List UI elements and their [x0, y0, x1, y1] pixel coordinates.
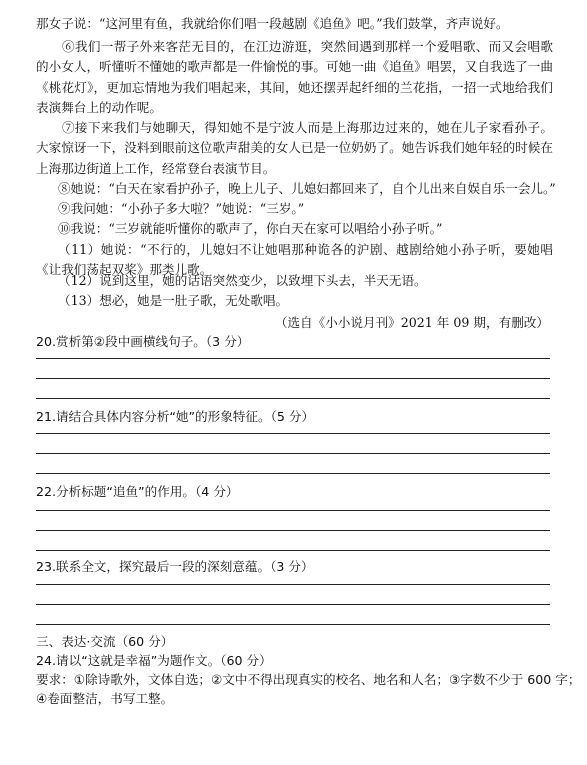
- answer-line[interactable]: [36, 510, 550, 511]
- story-paragraph-6: ⑥我们一帮子外来客茫无目的，在江边游逛，突然间遇到那样一个爱唱歌、而又会唱歌的小女人，听懂听不懂她的歌声都是一件愉悦的事。可她一曲《追鱼》唱罢，又自我选了一曲《桃花灯》，更加忘情地为我们唱起来，其间，她还摆弄起纤细的兰花指，一招一式地给我们表演舞台上的动作呢。: [36, 39, 553, 116]
- story-source: （选自《小小说月刊》2021 年 09 期，有删改）: [274, 315, 549, 330]
- question-24: 24.请以“这就是幸福”为题作文。（60 分）: [36, 653, 272, 668]
- answer-line[interactable]: [36, 398, 550, 399]
- question-21: 21.请结合具体内容分析“她”的形象特征。（5 分）: [36, 409, 315, 424]
- answer-line[interactable]: [36, 378, 550, 379]
- answer-line[interactable]: [36, 530, 550, 531]
- answer-line[interactable]: [36, 584, 550, 585]
- answer-line[interactable]: [36, 358, 550, 359]
- answer-line[interactable]: [36, 550, 550, 551]
- story-paragraph-8: ⑧她说：“白天在家看护孙子，晚上儿子、儿媳妇都回来了，自个儿出来自娱自乐一会儿。”: [58, 181, 556, 196]
- answer-line[interactable]: [36, 624, 550, 625]
- answer-line[interactable]: [36, 453, 550, 454]
- story-paragraph-10: ⑩我说：“三岁就能听懂你的歌声了，你白天在家可以唱给小孙子听。”: [58, 221, 443, 236]
- answer-line[interactable]: [36, 604, 550, 605]
- story-paragraph-11: （11）她说：“不行的，儿媳妇不让她唱那种诡各的沪剧、越剧给她小孙子听，要她唱《让我们荡起双桨》那类儿歌。: [36, 242, 553, 278]
- story-paragraph-intro: 那女子说：“这河里有鱼，我就给你们唱一段越剧《追鱼》吧。”我们鼓掌，齐声说好。: [36, 16, 509, 31]
- section-3-heading: 三、表达·交流（60 分）: [36, 634, 174, 649]
- question-23: 23.联系全文，探究最后一段的深刻意蕴。（3 分）: [36, 559, 314, 574]
- answer-line[interactable]: [36, 433, 550, 434]
- question-20: 20.赏析第②段中画横线句子。（3 分）: [36, 334, 250, 349]
- story-paragraph-9: ⑨我问她：“小孙子多大啦？”她说：“三岁。”: [58, 201, 305, 216]
- question-22: 22.分析标题“追鱼”的作用。（4 分）: [36, 484, 239, 499]
- essay-requirements: 要求：①除诗歌外，文体自选；②文中不得出现真实的校名、地名和人名；③字数不少于 600 字；: [36, 672, 581, 687]
- story-paragraph-7: ⑦接下来我们与她聊天，得知她不是宁波人而是上海那边过来的，她在儿子家看孙子。大家惊讶一下，没料到眼前这位歌声甜美的女人已是一位奶奶了。她告诉我们她年轻的时候在上海那边街道上工作，经常登台表演节目。: [36, 120, 553, 176]
- story-paragraph-12: （12）说到这里，她的话语突然变少，以致埋下头去，半天无语。: [58, 273, 427, 288]
- answer-line[interactable]: [36, 473, 550, 474]
- story-paragraph-13: （13）想必，她是一肚子歌，无处歌唱。: [58, 293, 289, 308]
- essay-requirements-continued: ④卷面整洁，书写工整。: [36, 691, 174, 706]
